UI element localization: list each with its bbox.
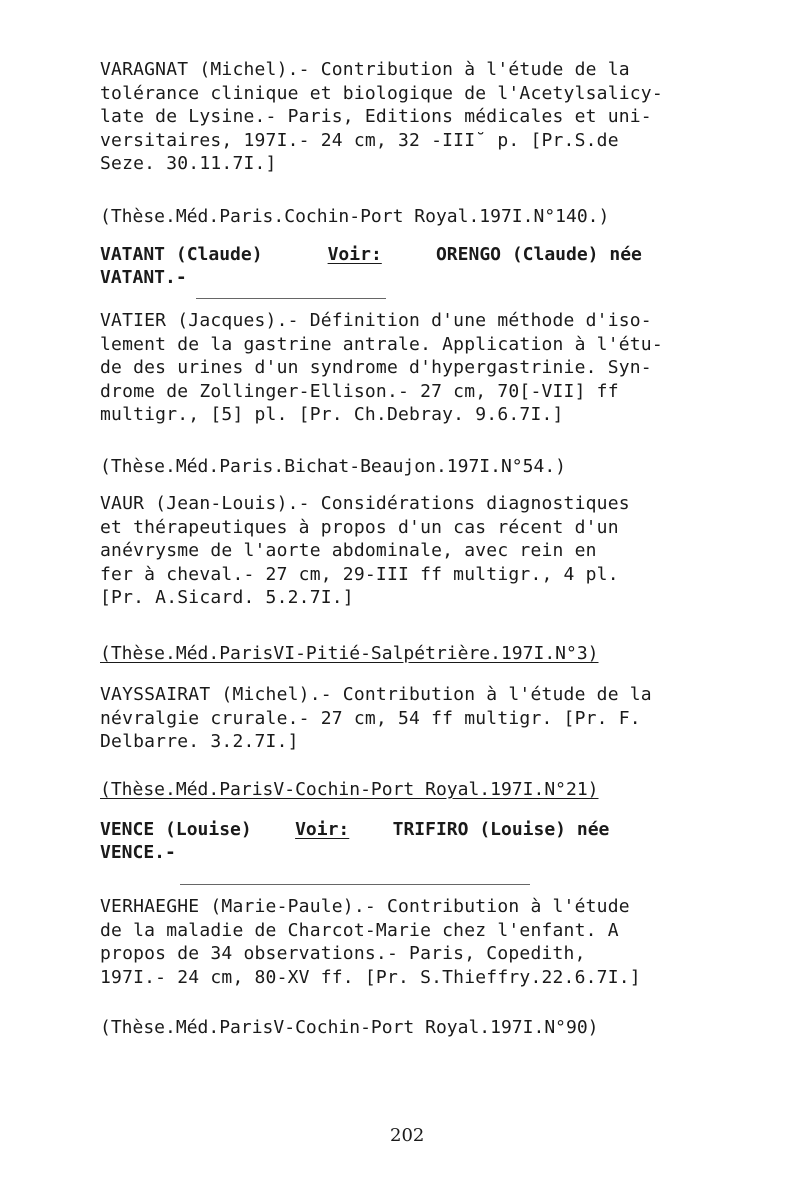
thesis-note: (Thèse.Méd.ParisVI-Pitié-Salpétrière.197I.N°3) [100,643,599,664]
entry-line: [Pr. A.Sicard. 5.2.7I.] [100,587,354,608]
entry-line: drome de Zollinger-Ellison.- 27 cm, 70[-VII] ff [100,380,619,402]
cross-reference-continuation: VATANT.- [100,267,187,288]
entry-line: Delbarre. 3.2.7I.] [100,731,299,752]
divider [196,298,386,299]
cross-reference [100,243,720,289]
entry-line: VAUR (Jean-Louis).- Considérations diagnostiques [100,493,630,514]
thesis-note: (Thèse.Méd.ParisV-Cochin-Port Royal.197I.N°21) [100,779,599,800]
entry-text [100,895,720,989]
entry-line: 197I.- 24 cm, 80-XV ff. [Pr. S.Thieffry.22.6.7I.] [100,966,641,988]
cross-reference-name: VENCE (Louise) [100,819,252,840]
entry-line: Seze. 30.11.7I.] [100,153,277,174]
thesis-note: (Thèse.Méd.Paris.Bichat-Beaujon.197I.N°54.) [100,456,566,477]
thesis-note: (Thèse.Méd.Paris.Cochin-Port Royal.197I.N°140.) [100,206,610,227]
cross-reference-target: TRIFIRO (Louise) née [392,819,610,840]
page-number: 202 [390,1125,425,1146]
cross-reference-target: ORENGO (Claude) née [435,244,642,265]
entry-line: VATIER (Jacques).- Définition d'une méthode d'iso- [100,310,652,331]
bibliographic-entry [100,683,720,754]
entry-line: et thérapeutiques à propos d'un cas récent d'un [100,516,619,538]
voir-label: Voir: [327,244,382,265]
entry-line: VERHAEGHE (Marie-Paule).- Contribution à l'étude [100,896,630,917]
voir-label: Voir: [295,819,350,840]
cross-reference [100,818,720,864]
entry-line: propos de 34 observations.- Paris, Copedith, [100,943,586,964]
entry-line: VAYSSAIRAT (Michel).- Contribution à l'étude de la [100,684,652,705]
cross-reference-name: VATANT (Claude) [100,244,263,265]
bibliographic-entry [100,895,720,989]
entry-line: anévrysme de l'aorte abdominale, avec rein en [100,540,597,561]
entry-line: névralgie crurale.- 27 cm, 54 ff multigr. [Pr. F. [100,707,641,729]
entry-line: tolérance clinique et biologique de l'Acetylsalicy- [100,82,663,104]
thesis-note: (Thèse.Méd.ParisV-Cochin-Port Royal.197I.N°90) [100,1017,599,1038]
bibliographic-entry [100,58,720,176]
cross-reference-continuation: VENCE.- [100,842,176,863]
entry-line: late de Lysine.- Paris, Editions médicales et uni- [100,106,652,127]
entry-text [100,58,720,176]
entry-line: multigr., [5] pl. [Pr. Ch.Debray. 9.6.7I.] [100,404,564,425]
bibliographic-entry [100,492,720,610]
entry-line: VARAGNAT (Michel).- Contribution à l'étude de la [100,59,630,80]
entry-line: versitaires, 197I.- 24 cm, 32 -III˘ p. [Pr.S.de [100,129,619,151]
entry-line: lement de la gastrine antrale. Application à l'étu- [100,333,663,355]
entry-text [100,309,720,427]
entry-line: de des urines d'un syndrome d'hypergastrinie. Syn- [100,357,652,378]
entry-line: fer à cheval.- 27 cm, 29-III ff multigr., 4 pl. [100,563,619,585]
entry-text [100,683,720,754]
entry-text [100,492,720,610]
bibliographic-entry [100,309,720,427]
divider [180,884,530,885]
entry-line: de la maladie de Charcot-Marie chez l'enfant. A [100,919,619,941]
